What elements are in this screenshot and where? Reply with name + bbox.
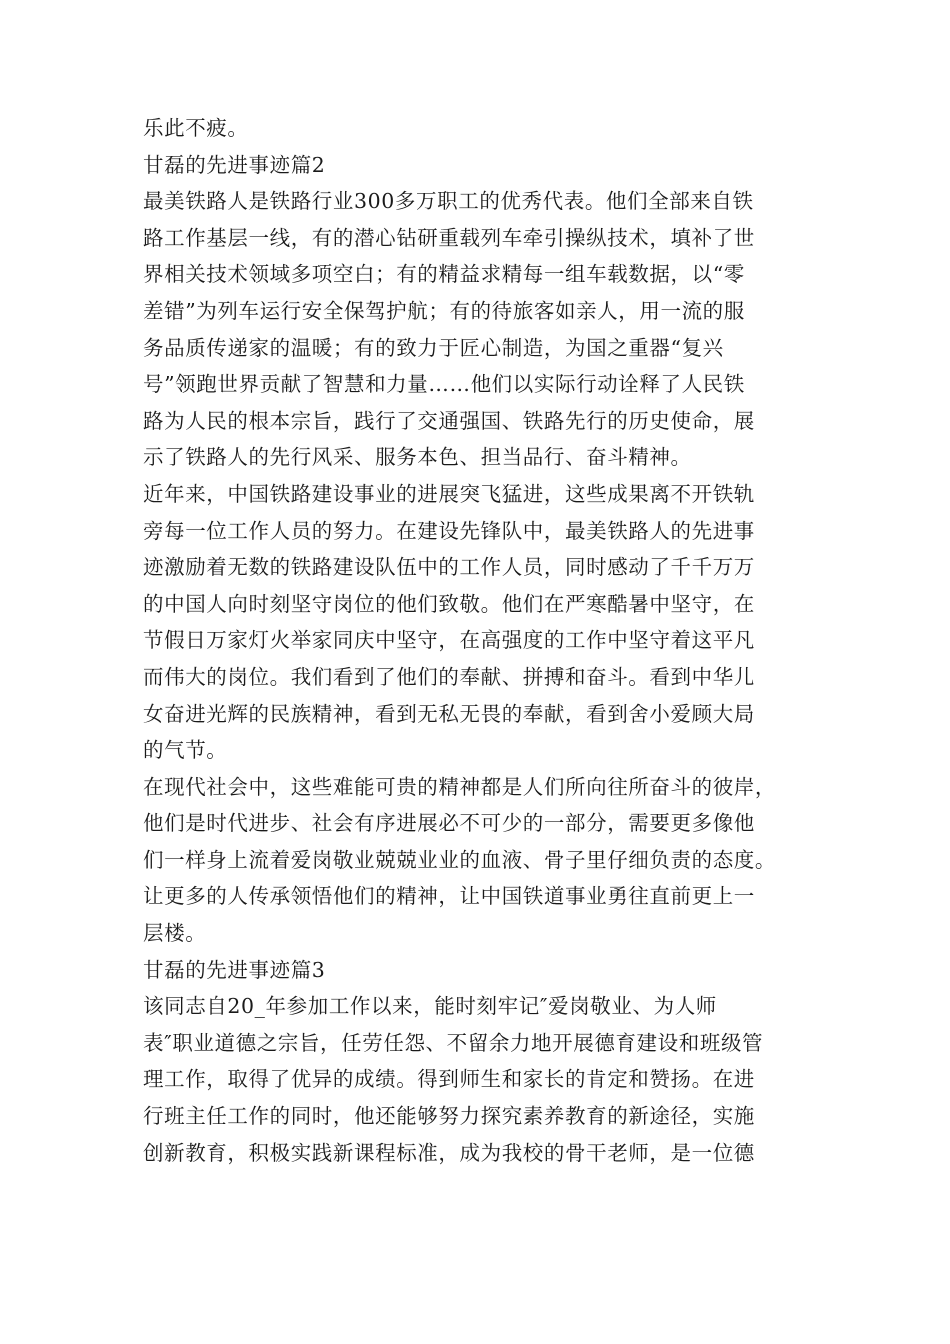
text-line: 旁每一位工作人员的努力。在建设先锋队中，最美铁路人的先进事 [143, 518, 755, 543]
text-line: 理工作，取得了优异的成绩。得到师生和家长的肯定和赞扬。在进 [143, 1067, 755, 1092]
text-line: 该同志自20_年参加工作以来，能时刻牢记″爱岗敬业、为人师 [143, 994, 717, 1019]
text-line: 路为人民的根本宗旨，践行了交通强国、铁路先行的历史使命，展 [143, 408, 755, 433]
text-line: 号”领跑世界贡献了智慧和力量……他们以实际行动诠释了人民铁 [143, 372, 745, 397]
text-line: 迹激励着无数的铁路建设队伍中的工作人员，同时感动了千千万万 [143, 555, 755, 580]
text-line: 的气节。 [143, 738, 228, 763]
text-line: 界相关技术领域多项空白；有的精益求精每一组车载数据，以“零 [143, 262, 745, 287]
text-line: 女奋进光辉的民族精神，看到无私无畏的奉献，看到舍小爱顾大局 [143, 701, 755, 726]
text-line: 在现代社会中，这些难能可贵的精神都是人们所向往所奋斗的彼岸， [143, 774, 776, 799]
section-heading [143, 952, 833, 989]
text-line: 层楼。 [143, 921, 207, 946]
text-line: 让更多的人传承领悟他们的精神，让中国铁道事业勇往直前更上一 [143, 884, 755, 909]
paragraph [143, 183, 833, 476]
text-line: 表″职业道德之宗旨，任劳任怨、不留余力地开展德育建设和班级管 [143, 1030, 764, 1055]
paragraph [143, 769, 833, 952]
section-heading [143, 147, 833, 184]
text-line: 他们是时代进步、社会有序进展必不可少的一部分，需要更多像他 [143, 811, 755, 836]
text-line: 甘磊的先进事迹篇3 [143, 957, 326, 982]
paragraph [143, 476, 833, 769]
text-line: 而伟大的岗位。我们看到了他们的奉献、拼搏和奋斗。看到中华儿 [143, 664, 755, 689]
text-line: 近年来，中国铁路建设事业的进展突飞猛进，这些成果离不开铁轨 [143, 481, 755, 506]
text-line: 示了铁路人的先行风采、服务本色、担当品行、奋斗精神。 [143, 445, 692, 470]
text-line: 们一样身上流着爱岗敬业兢兢业业的血液、骨子里仔细负责的态度。 [143, 847, 776, 872]
text-line: 节假日万家灯火举家同庆中坚守，在高强度的工作中坚守着这平凡 [143, 628, 755, 653]
paragraph [143, 988, 833, 1171]
paragraph [143, 110, 833, 147]
text-line: 差错”为列车运行安全保驾护航；有的待旅客如亲人，用一流的服 [143, 298, 745, 323]
text-line: 甘磊的先进事迹篇2 [143, 152, 326, 177]
text-line: 务品质传递家的温暖；有的致力于匠心制造，为国之重器“复兴 [143, 335, 724, 360]
text-line: 路工作基层一线，有的潜心钻研重载列车牵引操纵技术，填补了世 [143, 225, 755, 250]
text-line: 乐此不疲。 [143, 116, 249, 140]
document-body [143, 110, 833, 1171]
text-line: 的中国人向时刻坚守岗位的他们致敬。他们在严寒酷暑中坚守，在 [143, 591, 755, 616]
text-line: 最美铁路人是铁路行业300多万职工的优秀代表。他们全部来自铁 [143, 189, 754, 214]
text-line: 创新教育，积极实践新课程标准，成为我校的骨干老师，是一位德 [143, 1140, 755, 1165]
text-line: 行班主任工作的同时，他还能够努力探究素养教育的新途径，实施 [143, 1104, 755, 1129]
